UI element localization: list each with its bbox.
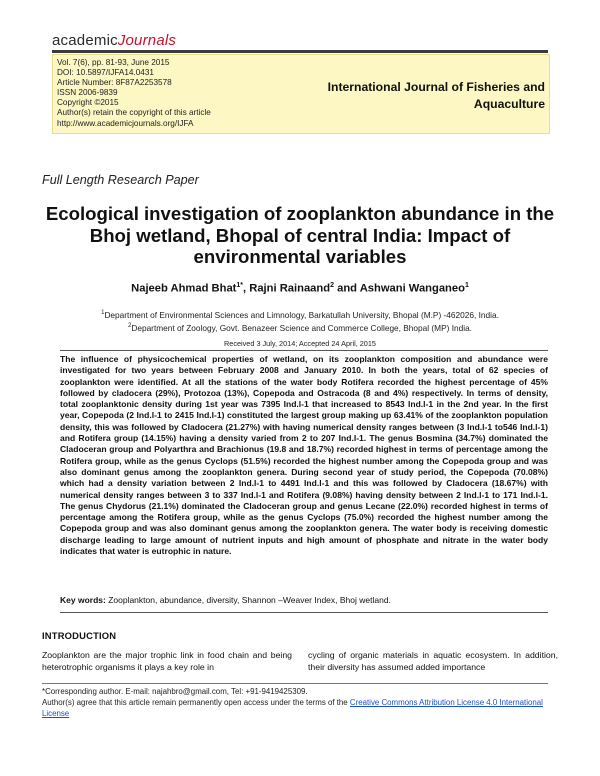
meta-doi: DOI: 10.5897/IJFA14.0431 xyxy=(57,68,154,78)
author-separator-1: , xyxy=(243,282,250,295)
footnote-license xyxy=(42,697,562,719)
affiliations xyxy=(0,308,600,334)
abstract-rule-top xyxy=(60,350,548,351)
keywords-text: Zooplankton, abundance, diversity, Shannon –Weaver Index, Bhoj wetland. xyxy=(105,595,391,605)
meta-copyright: Copyright ©2015 xyxy=(57,98,119,108)
keywords xyxy=(60,595,548,605)
footnote-license-text: Author(s) agree that this article remain permanently open access under the terms of the xyxy=(42,698,350,708)
author-2-marker: 2 xyxy=(330,282,334,289)
author-1: Najeeb Ahmad Bhat xyxy=(131,282,237,295)
paper-type: Full Length Research Paper xyxy=(42,173,199,187)
section-heading-introduction: INTRODUCTION xyxy=(42,630,117,641)
footnote-corresponding: *Corresponding author. E-mail: najahbro@gmail.com, Tel: +91-9419425309. xyxy=(42,687,308,696)
intro-column-left: Zooplankton are the major trophic link in food chain and being heterotrophic organisms it plays a key role in xyxy=(42,650,292,672)
logo-part-academic: academic xyxy=(52,32,118,49)
author-3: Ashwani Wanganeo xyxy=(359,282,465,295)
footnote xyxy=(42,686,562,720)
keywords-label: Key words: xyxy=(60,595,106,605)
author-1-marker: 1* xyxy=(236,282,244,289)
affiliation-2 xyxy=(0,321,600,334)
author-list xyxy=(0,282,600,295)
article-meta-box xyxy=(52,54,550,134)
affiliation-2-marker: 2 xyxy=(128,322,132,329)
intro-column-right: cycling of organic materials in aquatic ecosystem. In addition, their diversity has assumed added importance xyxy=(308,650,558,672)
abstract-rule-bottom xyxy=(60,612,548,613)
journal-name-line1: International Journal of Fisheries and xyxy=(327,80,545,94)
meta-issn: ISSN 2006-9839 xyxy=(57,88,118,98)
article-meta xyxy=(57,58,211,129)
publisher-logo xyxy=(52,32,176,49)
logo-part-journals: Journals xyxy=(117,32,177,49)
affiliation-1-text: Department of Environmental Sciences and Limnology, Barkatullah University, Bhopal (M.P) -462026, India. xyxy=(104,309,499,320)
meta-volume: Vol. 7(6), pp. 81-93, June 2015 xyxy=(57,58,170,67)
affiliation-1 xyxy=(0,308,600,321)
meta-rights: Author(s) retain the copyright of this article xyxy=(57,108,211,118)
meta-url[interactable]: http://www.academicjournals.org/IJFA xyxy=(57,118,194,128)
meta-article-number: Article Number: 8F87A2253578 xyxy=(57,78,172,88)
header-rule xyxy=(52,50,548,53)
journal-name xyxy=(305,79,545,113)
author-2: Rajni Rainaand xyxy=(249,282,331,295)
author-separator-2: and xyxy=(333,282,360,295)
author-3-marker: 1 xyxy=(464,282,469,289)
affiliation-1-marker: 1 xyxy=(101,310,105,316)
affiliation-2-text: Department of Zoology, Govt. Benazeer Science and Commerce College, Bhopal (MP) India. xyxy=(131,322,472,333)
abstract: The influence of physicochemical properties of wetland, on its zooplankton composition and abundance were investigated for two years between February 2008 and January 2010. In both the years, total of 62 species of zooplankton were identified. At all the stations of the water body Rotifera recorded the highest percentage of 45% followed by cladocera (29%), Protozoa (13%), Copepoda and Ostracoda (8 and 4%) respectively. In terms of density, total zooplanktonic density during 1st year was 7395 Ind.l-1 that increased to 8543 Ind.l-1 in the 2nd year. In the first year, Copepoda (2 Ind.l-1 to 2415 Ind.l-1) constituted the largest group making up 63.41% of the zooplankton population density, this was followed by Cladocera (21.27%) with having numerical density ranges between (3 Ind.l-1 to546 Ind.l-1) and Rotifera group (14.15%) having a density varied from 2 to 207 Ind.l-1. The genus Bosmina (34.7%) dominated the Cladoceran group and Polyarthra and Brachionus (19.8 and 18.7%) recorded highest in terms of percentage among the Rotifera group, while as the genus Cyclops (51.5%) recorded the highest number among the Copepoda group and was also dominant genus among the zooplankton genera. During second year of study period, the Copepoda (70.08%) which had a density variation between 2 Ind.l-1 to 4491 Ind.l-1 and this was followed by Cladocera (18.67%) with numerical density ranges between 3 to 337 Ind.l-1 and Rotifera (9.08%) having density between 2 Ind.l-1 to 171 Ind.l-1. The genus Chydorus (21.1%) dominated the Cladoceran group and genus Lecane (22.0%) recorded highest in terms of percentage among the Rotifera group, while as the genus Cyclops (75.0%) recorded the highest number among the Copepoda group and was also dominant genus among the zooplankton genera. The water body is receiving domestic discharge leading to large amount of nutrient inputs and high amount of phosphate and nitrate in the water body indicates that water is eutrophic in nature. xyxy=(60,354,548,557)
paper-title: Ecological investigation of zooplankton abundance in the Bhoj wetland, Bhopal of central India: Impact of environmental variables xyxy=(45,203,555,267)
footnote-rule xyxy=(42,683,548,684)
received-dates: Received 3 July, 2014; Accepted 24 April, 2015 xyxy=(224,339,376,348)
journal-name-line2: Aquaculture xyxy=(473,97,545,111)
license-link[interactable]: Creative Commons Attribution License 4.0 International License xyxy=(42,698,543,719)
